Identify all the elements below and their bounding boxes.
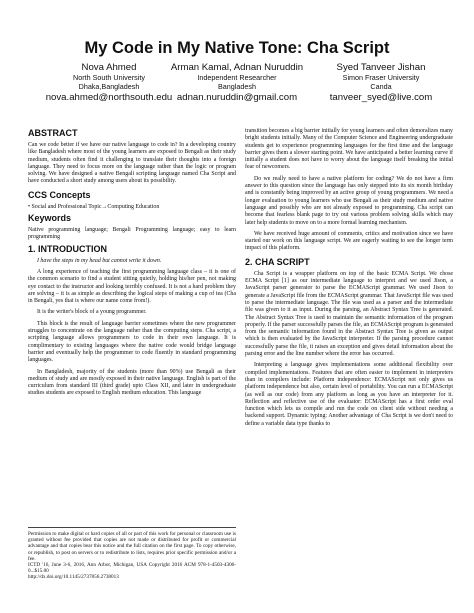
introduction-quote: I have the steps in my head but cannot write it down. (37, 257, 162, 264)
author-block (162, 62, 312, 103)
author-affiliation: Simon Fraser University (342, 73, 420, 82)
doi-link[interactable]: http://dx.doi.org/10.1145/2737856.2738013 (28, 574, 119, 581)
introduction-paragraph: A long experience of teaching the first programming language class – it is one of the common scenario to find a student sitting quietly, holding his/her pen, not making eye contact to the instructor and looking terribly confused. It is not a hard problem they are solving – it is as simple as describing the logical steps of making a cup of tea (Cha in Bengali, yes that is where our name come from!). (28, 268, 236, 305)
body-paragraph: transition becomes a big barrier initially for young learners and often demoralizes many bright students initially. Many of the Computer Science and Engineering undergraduate students get to experience programming languages for the first time and the language barrier gives them a slower starting point. We have anticipated a better learning curve if initially a student does not have to worry about the language itself breaking the initial fear of newcomers. (245, 128, 453, 171)
abstract-text: Can we code better if we have our native language to code in? In a developing country like Bangladesh where most of the young learners are exposed to Bengali as their study medium, students often find it challenging to translate their thoughts into a foreign language. They need to focus more on the language rather than the logic or program solving. We have designed a native Bengali scripting language named Cha Script and have conducted a short study among users about its possibility. (28, 142, 236, 185)
introduction-paragraph: This block is the result of language barrier sometimes where the new programmer struggles to concentrate on the language rather than the computing steps. Cha script, a scripting language allows programmers to code in their own language. It is complimentary to existing languages where the native code would bridge language barrier and eventually help the programmer to code fluently in standard programming languages. (28, 320, 236, 364)
keywords-heading: Keywords (28, 213, 72, 224)
right-column (245, 128, 453, 428)
body-paragraph: Cha Script is a wrapper platform on top of the basic ECMA Script. We chose ECMA Script [1] as our intermediate language to interpret and we used Jison, a JavaScript parser generator to parse the ECMAScript grammar. We used Jison to generate a JavaScript file from the ECMAScript grammar. That JavaScript file was used to parse the intermediate language. The file was used as a parser and the intermediate file was given to it as input. During the parsing, an Abstract Syntax Tree is generated. The Abstract Syntax Tree is used to maintain the semantic information of the program properly. If the parser successfully parses the file, an ECMAScript program is generated from the semantic information found in the Abstract Syntax Tree is given as output which is then evaluated by the JavaScript interpreter. If the parsing procedure cannot successfully parse the file, it raises an exception and gives detail information about the parsing error and the line number where the error has occurred. (245, 270, 453, 358)
introduction-paragraph: It is the writer's block of a young programmer. (37, 309, 147, 316)
author-affiliation: Independent Researcher (197, 73, 277, 82)
author-email: adnan.nuruddin@gmail.com (176, 92, 298, 103)
conference-info: ICTD '16, June 3-6, 2016, Ann Arbor, Michigan, USA Copyright 2016 ACM 978-1-4503-4306-0...$15.00 (28, 562, 236, 575)
author-block (306, 62, 456, 103)
keywords-text: Native programming language; Bengali Programming language; easy to learn programming (28, 227, 236, 241)
author-location: Bangladesh (218, 82, 256, 91)
author-email: nova.ahmed@northsouth.edu (45, 92, 173, 103)
abstract-heading: ABSTRACT (28, 128, 78, 138)
body-paragraph: Do we really need to have a native platform for coding? We do not have a firm answer to this question since the language has only stepped into its six month birthday and is constantly being improved by an active group of young programmers. We need a longer evaluation to young learners who use Bengali as their study medium and native language and possibly who are not already exposed to programming. Cha script can become that fearless blank page to try out various problem solving skills which may later help students to move on to a more formal learning mechanism. (245, 175, 453, 226)
body-paragraph: Interpreting a language gives implementations some additional flexibility over compiled implementations. Features that are often easier to implement in interpreters than in compilers include: Platform independence: ECMAScript not only gives us platform independence but also, certain level of portability. You can run a ECMAScript (as well as our code) from any platform as long as you have an interpreter for it. Reflection and reflective use of the evaluator: ECMAScript has a first order eval function which lets us compile and run the code on client side without needing a backend support. Dynamic typing: Another advantage of Cha Script is we don't need to define a variable data type thanks to (245, 362, 453, 427)
paper-title: My Code in My Native Tone: Cha Script (84, 39, 390, 57)
author-location: Dhaka,Bangladesh (78, 82, 140, 91)
author-email: tanveer_syed@live.com (329, 92, 433, 103)
left-column (28, 128, 236, 398)
ccs-heading: CCS Concepts (28, 189, 91, 200)
permission-notice (28, 527, 236, 581)
introduction-paragraph: In Bangladesh, majority of the students (more than 90%) use Bengali as their medium of study and are mostly exposed in their native language. English is part of the curriculum from standard III (third grade) upto Class XII, and later in undergraduate studies students are exposed to English medium education. This language (28, 368, 236, 397)
author-name: Syed Tanveer Jishan (336, 62, 426, 73)
author-name: Nova Ahmed (81, 62, 137, 73)
ccs-text: • Social and Professional Topic→Computing Education (28, 203, 160, 210)
cha-script-heading: 2. CHA SCRIPT (245, 256, 310, 267)
author-name: Arman Kamal, Adnan Nuruddin (170, 62, 304, 73)
introduction-heading: 1. INTRODUCTION (28, 243, 108, 254)
author-affiliation: North South University (73, 73, 145, 82)
permission-text: Permission to make digital or hard copies of all or part of this work for personal or classroom use is granted without fee provided that copies are not made or distributed for profit or commercial advantage and that copies bear this notice and the full citation on the first page. To copy otherwise, or republish, to post on servers or to redistribute to lists, requires prior specific permission and/or a fee. (28, 531, 236, 562)
body-paragraph: We have received huge amount of comments, critics and motivation since we have started our work on this language script. We are eagerly waiting to see the longer term impact of this platform. (245, 230, 453, 252)
author-location: Canda (370, 82, 392, 91)
